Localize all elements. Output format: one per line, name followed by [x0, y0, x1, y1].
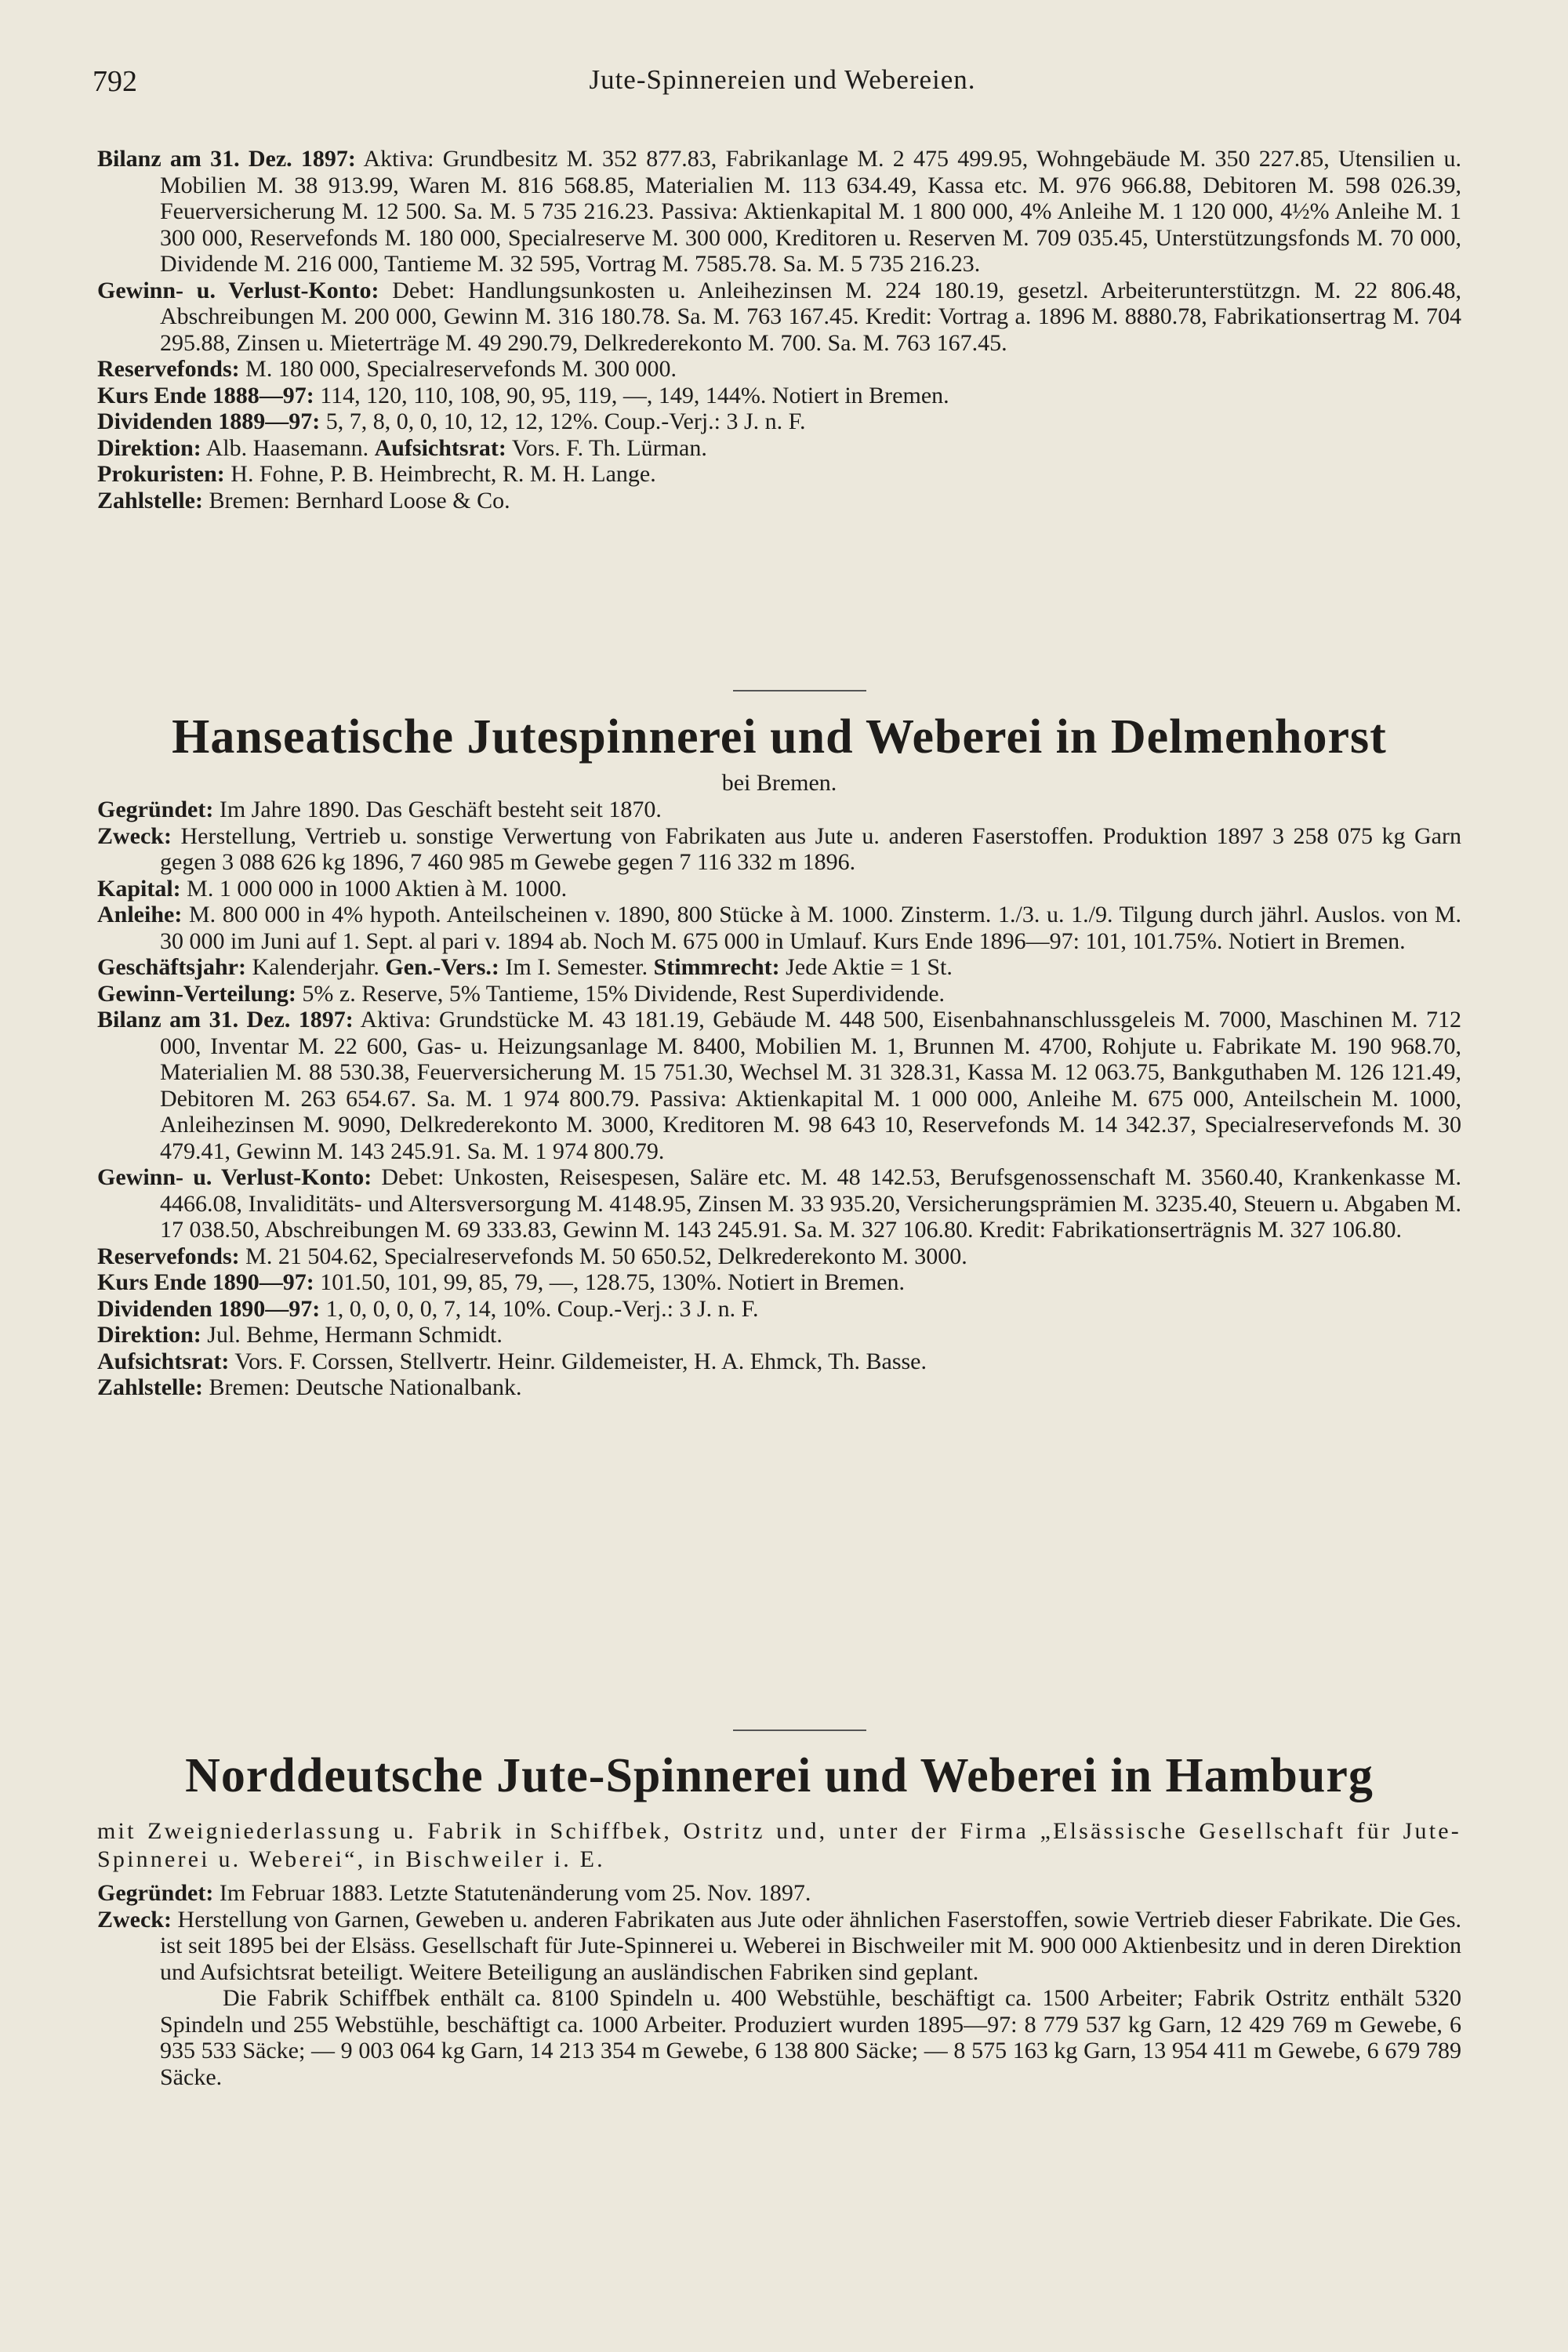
entry-label: Gegründet:	[97, 797, 214, 822]
entry-label: Aufsichtsrat:	[374, 434, 506, 461]
entry-text: Im I. Semester.	[499, 954, 654, 980]
entry-text: Aktiva: Grundstücke M. 43 181.19, Gebäude M. 448 500, Eisenbahnanschlussgeleis M. 7000, Maschinen M. 712 000, Inventar M. 22 600, Gas- u. Heizungsanlage M. 8400, Mobilien M. 1, Brunnen M. 4700, Rohjute u. Fabrikate M. 190 968.70, Materialien M. 88 530.38, Feuerversicherung M. 15 751.30, Wechsel M. 31 328.31, Kassa M. 12 063.75, Bankguthaben M. 126 121.49, Debitoren M. 263 654.67. Sa. M. 1 974 800.79. Passiva: Aktienkapital M. 1 000 000, Anleihe M. 675 000, Anteilschein M. 1000, Anleihezinsen M. 9090, Delkrederekonto M. 3000, Kreditoren M. 98 643 10, Reservefonds M. 14 342.37, Specialreservefonds M. 30 479.41, Gewinn M. 143 245.91. Sa. M. 1 974 800.79.	[160, 1007, 1461, 1164]
entry-text: M. 180 000, Specialreservefonds M. 300 000.	[239, 356, 677, 382]
entry-label: Gegründet:	[97, 1880, 214, 1906]
entry-zahlstelle	[97, 1374, 1461, 1401]
entry-dividenden	[97, 408, 1461, 435]
entry-dividenden	[97, 1296, 1461, 1323]
entry-label: Direktion:	[97, 1322, 201, 1348]
section-divider	[733, 690, 866, 691]
entry-reservefonds	[97, 1243, 1461, 1270]
entry-label: Kurs Ende 1888—97:	[97, 382, 314, 408]
entry-label: Bilanz am 31. Dez. 1897:	[97, 1007, 354, 1033]
entry-text: Im Februar 1883. Letzte Statutenänderung vom 25. Nov. 1897.	[213, 1880, 811, 1906]
entry-direktion	[97, 435, 1461, 462]
entry-reservefonds	[97, 356, 1461, 383]
entry-anleihe	[97, 902, 1461, 954]
entry-label: Zweck:	[97, 1906, 172, 1933]
factory-paragraph: Die Fabrik Schiffbek enthält ca. 8100 Spindeln u. 400 Webstühle, beschäftigt ca. 1500 Arbeiter; Fabrik Ostritz enthält 5320 Spindeln und 255 Webstühle, beschäftigt ca. 1000 Arbeiter. Produziert wurden 1895—97: 8 779 537 kg Garn, 12 429 769 m Gewebe, 6 935 533 Säcke; — 9 003 064 kg Garn, 14 213 354 m Gewebe, 6 138 800 Säcke; — 8 575 163 kg Garn, 13 954 411 m Gewebe, 6 679 789 Säcke.	[160, 1985, 1461, 2090]
entry-text: Vors. F. Th. Lürman.	[506, 434, 707, 461]
entry-kapital	[97, 876, 1461, 902]
entry-label: Zahlstelle:	[97, 1374, 203, 1400]
entry-text: Aktiva: Grundbesitz M. 352 877.83, Fabrikanlage M. 2 475 499.95, Wohngebäude M. 350 227.85, Utensilien u. Mobilien M. 38 913.99, Waren M. 816 568.85, Materialien M. 113 634.49, Kassa etc. M. 976 966.88, Debitoren M. 598 026.39, Feuerversicherung M. 12 500. Sa. M. 5 735 216.23. Passiva: Aktienkapital M. 1 800 000, 4% Anleihe M. 1 120 000, 4½% Anleihe M. 1 300 000, Reservefonds M. 180 000, Specialreserve M. 300 000, Kreditoren u. Reserven M. 709 035.45, Unterstützungsfonds M. 70 000, Dividende M. 216 000, Tantieme M. 32 595, Vortrag M. 7585.78. Sa. M. 5 735 216.23.	[160, 146, 1461, 277]
entry-label: Gewinn- u. Verlust-Konto:	[97, 277, 379, 303]
entry-label: Kapital:	[97, 875, 181, 902]
entry-text: 5, 7, 8, 0, 0, 10, 12, 12, 12%. Coup.-Verj.: 3 J. n. F.	[320, 408, 806, 434]
entry-text: Alb. Haasemann.	[201, 434, 375, 461]
entry-text: 1, 0, 0, 0, 0, 7, 14, 10%. Coup.-Verj.: 3 J. n. F.	[320, 1295, 759, 1322]
entry-text: Bremen: Bernhard Loose & Co.	[203, 487, 510, 514]
entry-label: Bilanz am 31. Dez. 1897:	[97, 146, 356, 172]
entry-text: Vors. F. Corssen, Stellvertr. Heinr. Gildemeister, H. A. Ehmck, Th. Basse.	[229, 1348, 927, 1374]
entry-text: 114, 120, 110, 108, 90, 95, 119, —, 149, 144%. Notiert in Bremen.	[314, 382, 949, 408]
entry-zweck	[97, 823, 1461, 876]
entry-label: Aufsichtsrat:	[97, 1348, 230, 1374]
entry-gewinn-verlust	[97, 1164, 1461, 1243]
company-subtitle: mit Zweigniederlassung u. Fabrik in Schiffbek, Ostritz und, unter der Firma „Elsässische Gesellschaft für Jute-Spinnerei u. Weberei“, in Bischweiler i. E.	[97, 1818, 1461, 1872]
entry-label: Zweck:	[97, 822, 172, 849]
entry-label: Stimmrecht:	[653, 954, 780, 980]
company-section-norddeutsche	[97, 1817, 1461, 2090]
entry-label: Prokuristen:	[97, 461, 225, 487]
entry-text: M. 1 000 000 in 1000 Aktien à M. 1000.	[180, 875, 568, 902]
entry-text: Herstellung von Garnen, Geweben u. anderen Fabrikaten aus Jute oder ähnlichen Faserstoffen, sowie Vertrieb dieser Fabrikate. Die Ges. ist seit 1895 bei der Elsäss. Gesellschaft für Jute-Spinnerei u. Weberei in Bischweiler mit M. 900 000 Aktienbesitz und in deren Direktion und Aufsichtsrat beteiligt. Weitere Beteiligung an ausländischen Fabriken sind geplant.	[160, 1906, 1461, 1985]
running-title: Jute-Spinnereien und Webereien.	[589, 64, 976, 95]
entry-kurs	[97, 1269, 1461, 1296]
entry-text: Debet: Unkosten, Reisespesen, Saläre etc. M. 48 142.53, Berufsgenossenschaft M. 3560.40, Krankenkasse M. 4466.08, Invaliditäts- und Altersversorgung M. 4148.95, Zinsen M. 33 935.20, Versicherungsprämien M. 3235.40, Steuern u. Abgaben M. 17 038.50, Abschreibungen M. 69 333.83, Gewinn M. 143 245.91. Sa. M. 327 106.80. Kredit: Fabrikationserträgnis M. 327 106.80.	[160, 1164, 1461, 1243]
entry-zweck	[97, 1907, 1461, 1986]
entry-gegruendet	[97, 1880, 1461, 1907]
entry-kurs	[97, 383, 1461, 409]
entry-label: Anleihe:	[97, 902, 183, 927]
entry-text: M. 21 504.62, Specialreservefonds M. 50 650.52, Delkrederekonto M. 3000.	[239, 1243, 967, 1269]
entry-gewinn-verlust	[97, 278, 1461, 357]
entry-bilanz	[97, 146, 1461, 278]
entry-label: Dividenden 1890—97:	[97, 1295, 321, 1322]
entry-aufsichtsrat	[97, 1348, 1461, 1375]
page-header	[93, 64, 1472, 111]
company-subtitle: bei Bremen.	[721, 770, 837, 796]
entry-label: Reservefonds:	[97, 356, 240, 382]
entry-label: Geschäftsjahr:	[97, 954, 246, 980]
entry-label: Reservefonds:	[97, 1243, 240, 1269]
entry-bilanz	[97, 1007, 1461, 1164]
entry-label: Zahlstelle:	[97, 487, 203, 514]
entry-label: Gewinn-Verteilung:	[97, 980, 296, 1007]
entry-gewinn-verteilung	[97, 981, 1461, 1007]
entry-prokuristen	[97, 461, 1461, 488]
entry-text: Jede Aktie = 1 St.	[779, 954, 953, 980]
entry-zahlstelle	[97, 488, 1461, 514]
section-continuation	[97, 146, 1461, 514]
entry-text: Herstellung, Vertrieb u. sonstige Verwertung von Fabrikaten aus Jute u. anderen Faserstoffen. Produktion 1897 3 258 075 kg Garn gegen 3 088 626 kg 1896, 7 460 985 m Gewebe gegen 7 116 332 m 1896.	[160, 822, 1461, 875]
entry-direktion	[97, 1322, 1461, 1348]
entry-text: Kalenderjahr.	[245, 954, 386, 980]
entry-text: Jul. Behme, Hermann Schmidt.	[201, 1322, 503, 1348]
entry-text: 5% z. Reserve, 5% Tantieme, 15% Dividende, Rest Superdividende.	[296, 980, 946, 1007]
section-divider	[733, 1730, 866, 1731]
entry-label: Kurs Ende 1890—97:	[97, 1269, 314, 1295]
entry-label: Direktion:	[97, 434, 201, 461]
entry-geschaeftsjahr	[97, 954, 1461, 981]
entry-text: H. Fohne, P. B. Heimbrecht, R. M. H. Lange.	[224, 461, 656, 487]
entry-gegruendet	[97, 797, 1461, 823]
page-number: 792	[93, 65, 137, 98]
company-section-hanseatische	[97, 770, 1461, 1401]
entry-label: Gen.-Vers.:	[385, 954, 499, 980]
company-title-hanseatische: Hanseatische Jutespinnerei und Weberei in Delmenhorst	[172, 710, 1387, 764]
entry-text: Debet: Handlungsunkosten u. Anleihezinsen M. 224 180.19, gesetzl. Arbeiterunterstützgn. M. 22 806.48, Abschreibungen M. 200 000, Gewinn M. 316 180.78. Sa. M. 763 167.45. Kredit: Vortrag a. 1896 M. 8880.78, Fabrikationsertrag M. 704 295.88, Zinsen u. Mieterträge M. 49 290.79, Delkrederekonto M. 700. Sa. M. 763 167.45.	[160, 277, 1461, 356]
entry-text: M. 800 000 in 4% hypoth. Anteilscheinen v. 1890, 800 Stücke à M. 1000. Zinsterm. 1./3. u. 1./9. Tilgung durch jährl. Auslos. von M. 30 000 im Juni auf 1. Sept. al pari v. 1894 ab. Noch M. 675 000 in Umlauf. Kurs Ende 1896—97: 101, 101.75%. Notiert in Bremen.	[160, 902, 1461, 954]
entry-label: Gewinn- u. Verlust-Konto:	[97, 1164, 372, 1190]
entry-text: 101.50, 101, 99, 85, 79, —, 128.75, 130%. Notiert in Bremen.	[314, 1269, 905, 1295]
entry-text: Im Jahre 1890. Das Geschäft besteht seit 1870.	[213, 797, 662, 822]
entry-text: Bremen: Deutsche Nationalbank.	[203, 1374, 522, 1400]
company-title-norddeutsche: Norddeutsche Jute-Spinnerei und Weberei in Hamburg	[185, 1749, 1374, 1802]
entry-label: Dividenden 1889—97:	[97, 408, 321, 434]
